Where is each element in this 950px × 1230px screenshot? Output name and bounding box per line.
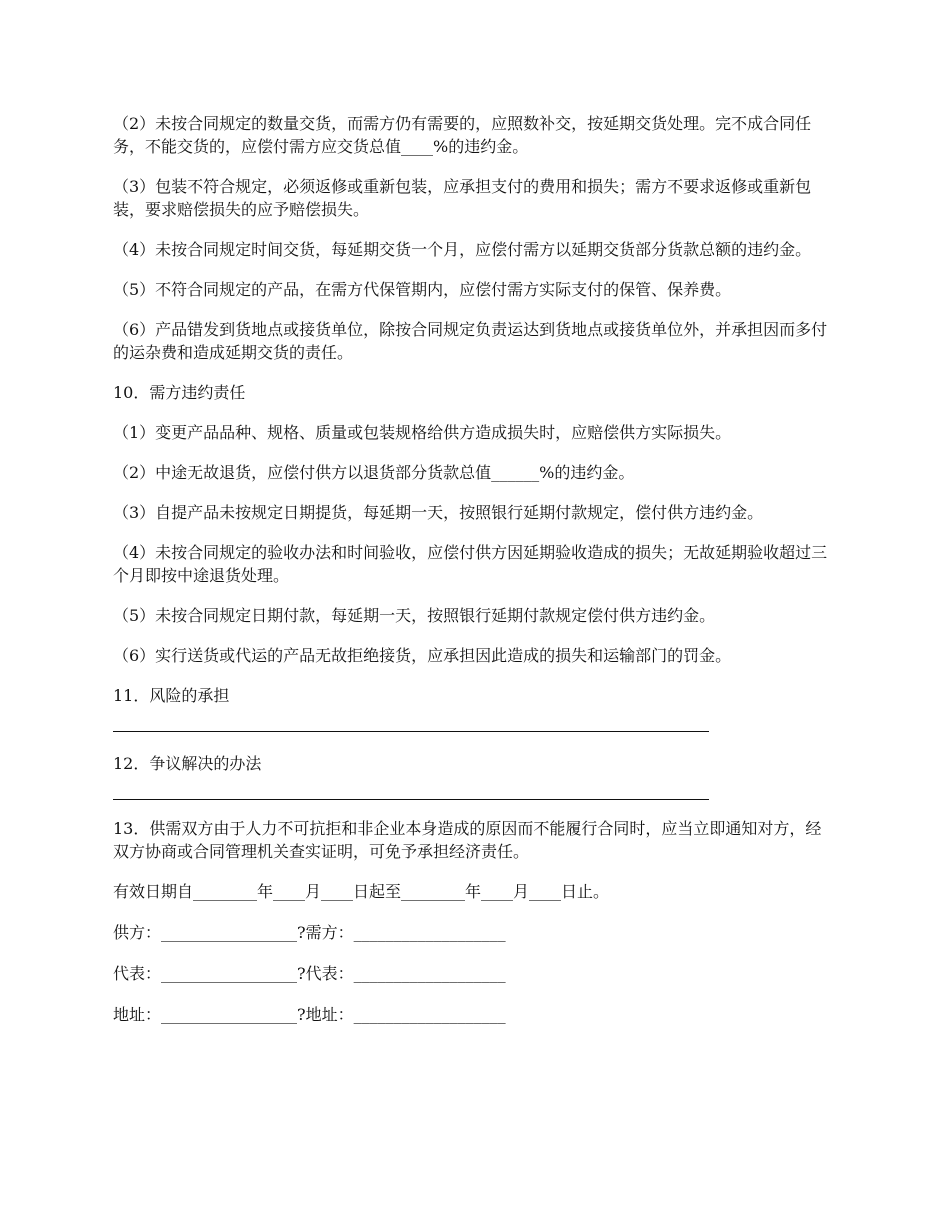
section-11-heading: 11．风险的承担 (113, 686, 230, 705)
supplier-liability-item-5: （5）不符合同规定的产品，在需方代保管期内，应偿付需方实际支付的保管、保养费。 (113, 280, 732, 299)
buyer-liability-item-3: （3）自提产品未按规定日期提货，每延期一天，按照银行延期付款规定，偿付供方违约金。 (113, 503, 764, 522)
signature-row-party: 供方：_________________?需方：___________________ (113, 923, 506, 942)
validity-period: 有效日期自________年____月____日起至________年____月____日止。 (113, 882, 610, 901)
buyer-liability-item-2: （2）中途无故退货，应偿付供方以退货部分货款总值______%的违约金。 (113, 463, 635, 482)
signature-row-address: 地址：_________________?地址：___________________ (113, 1005, 506, 1024)
section-12-heading: 12．争议解决的办法 (113, 754, 262, 773)
section-10-heading: 10．需方违约责任 (113, 383, 246, 402)
supplier-liability-item-3: （3）包装不符合规定，必须返修或重新包装，应承担支付的费用和损失；需方不要求返修或重新包装，要求赔偿损失的应予赔偿损失。 (113, 177, 812, 219)
buyer-liability-item-1: （1）变更产品品种、规格、质量或包装规格给供方造成损失时，应赔偿供方实际损失。 (113, 423, 732, 442)
risk-blank-line (113, 731, 709, 732)
signature-row-representative: 代表：_________________?代表：___________________ (113, 964, 506, 983)
buyer-liability-item-5: （5）未按合同规定日期付款，每延期一天，按照银行延期付款规定偿付供方违约金。 (113, 606, 716, 625)
supplier-liability-item-6: （6）产品错发到货地点或接货单位，除按合同规定负责运达到货地点或接货单位外，并承担因而多付的运杂费和造成延期交货的责任。 (113, 320, 828, 362)
section-13-text: 13．供需双方由于人力不可抗拒和非企业本身造成的原因而不能履行合同时，应当立即通知对方，经双方协商或合同管理机关查实证明，可免予承担经济责任。 (113, 819, 822, 861)
supplier-liability-item-4: （4）未按合同规定时间交货，每延期交货一个月，应偿付需方以延期交货部分货款总额的违约金。 (113, 240, 812, 259)
buyer-liability-item-4: （4）未按合同规定的验收办法和时间验收，应偿付供方因延期验收造成的损失；无故延期验收超过三个月即按中途退货处理。 (113, 543, 828, 585)
supplier-liability-item-2: （2）未按合同规定的数量交货，而需方仍有需要的，应照数补交，按延期交货处理。完不成合同任务，不能交货的，应偿付需方应交货总值____%的违约金。 (113, 114, 812, 156)
dispute-blank-line (113, 799, 709, 800)
buyer-liability-item-6: （6）实行送货或代运的产品无故拒绝接货，应承担因此造成的损失和运输部门的罚金。 (113, 646, 732, 665)
contract-page (113, 112, 837, 1044)
